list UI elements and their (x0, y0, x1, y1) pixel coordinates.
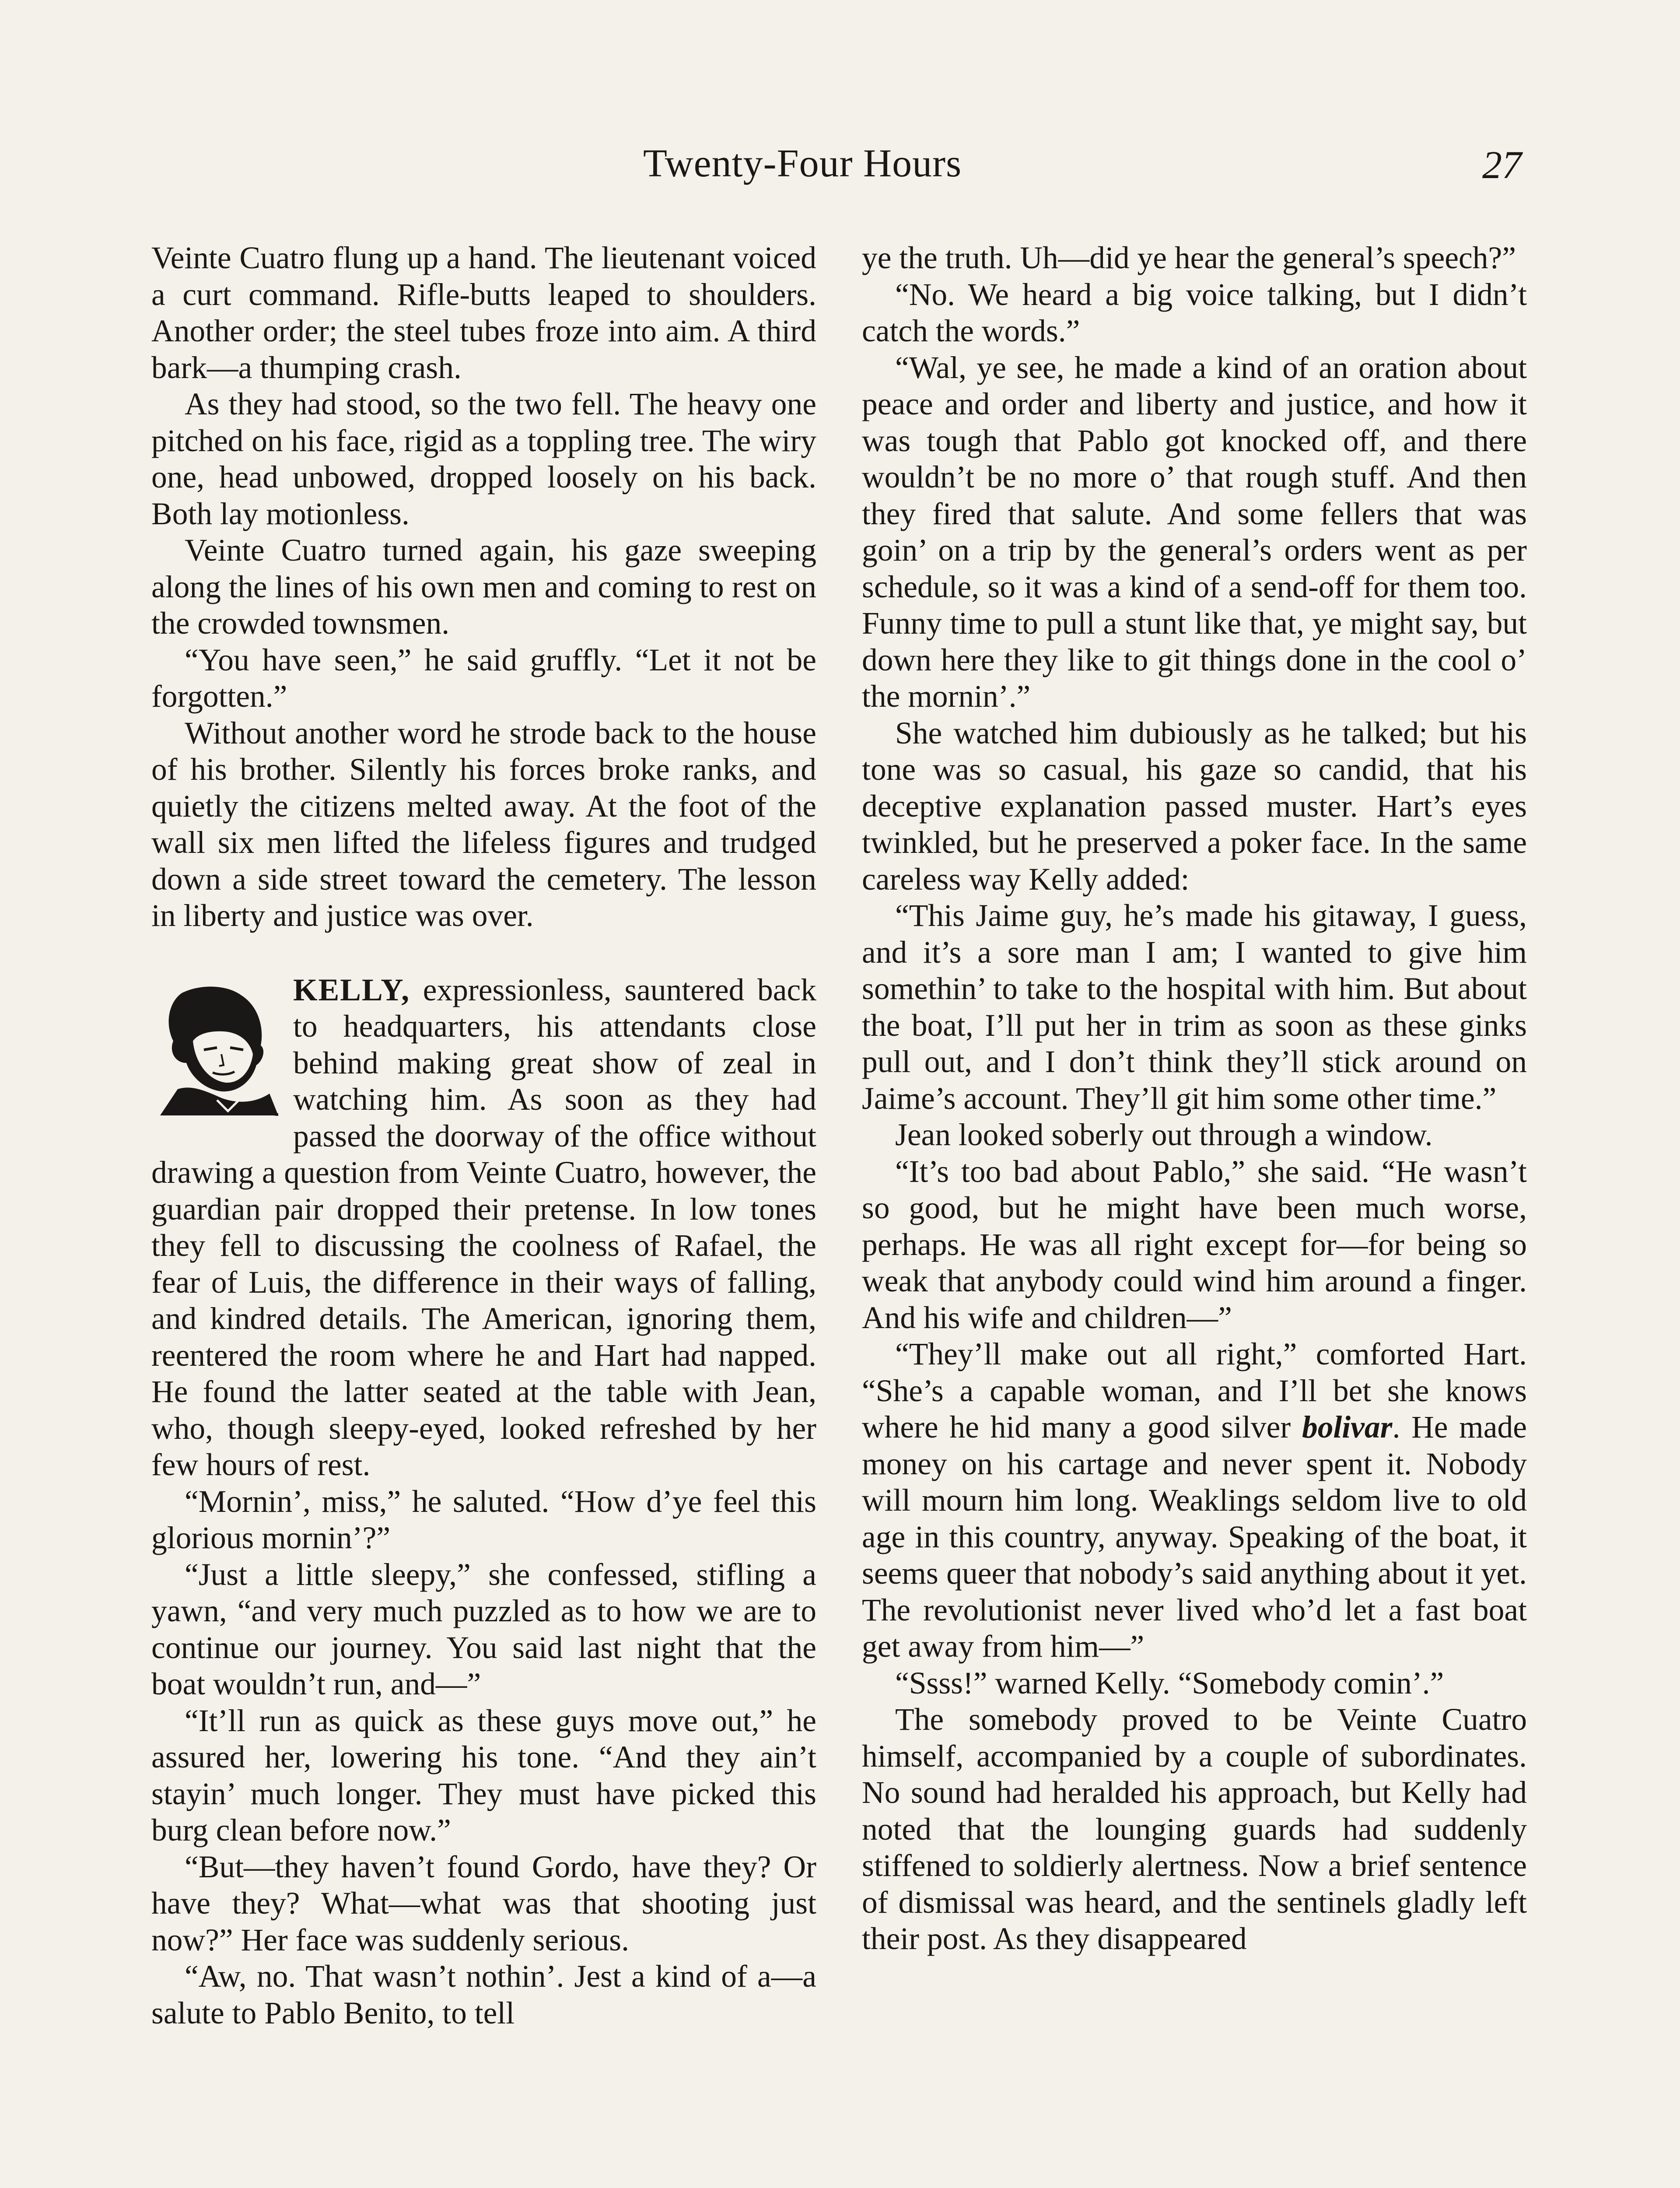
paragraph: “This Jaime guy, he’s made his gitaway, I guess, and it’s a sore man I am; I wanted to give him somethin’ to take to the hospital with him. But about the boat, I’ll put her in trim as soon as these ginks pull out, and I don’t think they’ll stick around on Jaime’s account. They’ll git him some other time.” (862, 898, 1527, 1116)
dropcap-paragraph (151, 972, 816, 1483)
paragraph: The somebody proved to be Veinte Cuatro himself, accompanied by a couple of subordinates. No sound had heralded his approach, but Kelly had noted that the lounging guards had suddenly stiffened to soldierly alertness. Now a brief sentence of dismissal was heard, and the sentinels gladly left their post. As they disappeared (862, 1702, 1527, 1956)
paragraph: Without another word he strode back to the house of his brother. Silently his forces broke ranks, and quietly the citizens melted away. At the foot of the wall six men lifted the lifeless figures and trudged down a side street toward the cemetery. The lesson in liberty and justice was over. (151, 715, 816, 933)
paragraph: ye the truth. Uh—did ye hear the general’s speech?” (862, 241, 1516, 275)
paragraph: “Aw, no. That wasn’t nothin’. Jest a kind of a—a salute to Pablo Benito, to tell (151, 1959, 816, 2030)
paragraph: “It’ll run as quick as these guys move out,” he assured her, lowering his tone. “And they ain’t stayin’ much longer. They must have picked this burg clean before now.” (151, 1703, 816, 1848)
paragraph: Veinte Cuatro flung up a hand. The lieutenant voiced a curt command. Rifle-butts leaped to shoulders. Another order; the steel tubes froze into aim. A third bark—a thumping crash. (151, 241, 816, 385)
dropcap-lead-word: KELLY, (293, 972, 410, 1007)
paragraph: “Wal, ye see, he made a kind of an oration about peace and order and liberty and justice, and how it was tough that Pablo got knocked off, and there wouldn’t be no more o’ that rough stuff. And then they fired that salute. And some fellers that was goin’ on a trip by the general’s orders went as per schedule, so it was a kind of a send-off for them too. Funny time to pull a stunt like that, ye might say, but down here they like to git things done in the cool o’ the mornin’.” (862, 350, 1527, 714)
kelly-portrait-illustration (151, 975, 283, 1120)
paragraph-text: . He made money on his cartage and never spent it. Nobody will mourn him long. Weaklings seldom live to old age in this country, anyway. Speaking of the boat, it seems queer that nobody’s said anything about it yet. The revolutionist never lived who’d let a fast boat get away from him—” (862, 1410, 1527, 1664)
paragraph: “Mornin’, miss,” he saluted. “How d’ye feel this glorious mornin’?” (151, 1484, 816, 1555)
right-column (862, 240, 1527, 1957)
paragraph: Veinte Cuatro turned again, his gaze sweeping along the lines of his own men and coming to rest on the crowded townsmen. (151, 533, 816, 641)
paragraph: “It’s too bad about Pablo,” she said. “He wasn’t so good, but he might have been much worse, perhaps. He was all right except for—for being so weak that anybody could wind him around a finger. And his wife and children—” (862, 1154, 1527, 1335)
paragraph: As they had stood, so the two fell. The heavy one pitched on his face, rigid as a toppling tree. The wiry one, head unbowed, dropped loosely on his back. Both lay motionless. (151, 387, 816, 531)
paragraph: “You have seen,” he said gruffly. “Let it not be forgotten.” (151, 642, 816, 714)
paragraph-text: expressionless, sauntered back to headquarters, his attendants close behind making great show of zeal in watching him. As soon as they had passed the doorway of the office without drawing a question from Veinte Cuatro, however, the guardian pair dropped their pretense. In low tones they fell to discussing the coolness of Rafael, the fear of Luis, the difference in their ways of falling, and kindred details. The American, ignoring them, reentered the room where he and Hart had napped. He found the latter seated at the table with Jean, who, though sleepy-eyed, looked refreshed by her few hours of rest. (151, 972, 816, 1482)
paragraph: “Ssss!” warned Kelly. “Somebody comin’.” (895, 1666, 1444, 1701)
page-number: 27 (1482, 144, 1522, 187)
paragraph: Jean looked soberly out through a window. (895, 1118, 1433, 1152)
running-title: Twenty-Four Hours (643, 142, 962, 185)
paragraph: “No. We heard a big voice talking, but I didn’t catch the words.” (862, 277, 1527, 348)
running-head (0, 141, 1680, 193)
paragraph-text: “They’ll make out all right,” comforted Hart. “She’s a capable woman, and I’ll bet she knows where he hid many a good silver (862, 1337, 1527, 1445)
paragraph: “Just a little sleepy,” she confessed, stifling a yawn, “and very much puzzled as to how we are to continue our journey. You said last night that the boat wouldn’t run, and—” (151, 1557, 816, 1701)
paragraph: “But—they haven’t found Gordo, have they? Or have they? What—what was that shooting just now?” Her face was suddenly serious. (151, 1849, 816, 1957)
italic-word: bolivar (1302, 1410, 1393, 1445)
left-column (151, 240, 816, 2031)
paragraph: She watched him dubiously as he talked; but his tone was so casual, his gaze so candid, that his deceptive explanation passed muster. Hart’s eyes twinkled, but he preserved a poker face. In the same careless way Kelly added: (862, 715, 1527, 897)
paragraph (862, 1336, 1527, 1665)
